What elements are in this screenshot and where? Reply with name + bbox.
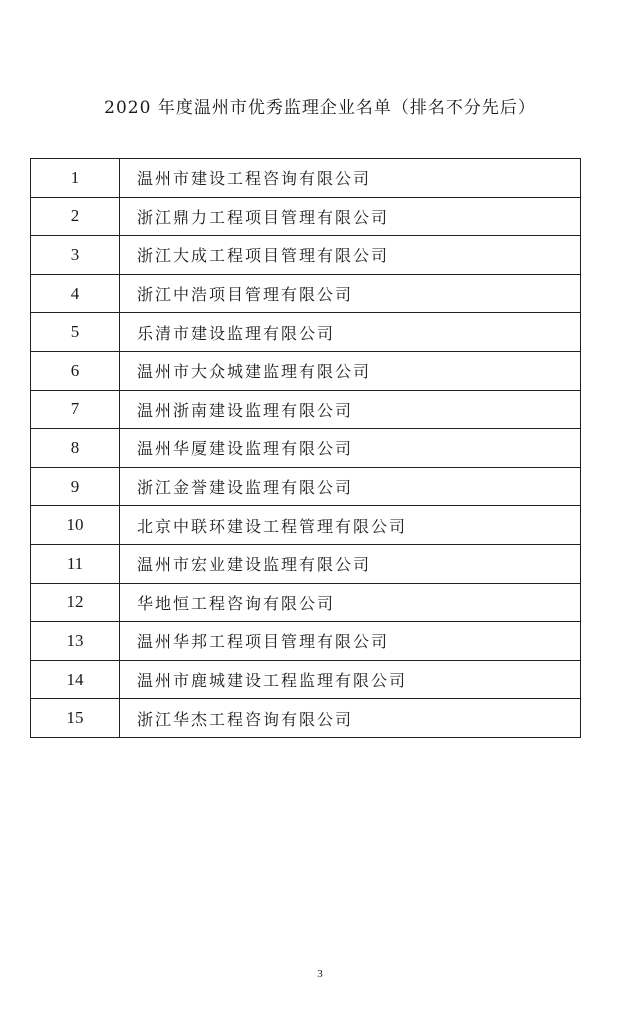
- table-row: [31, 583, 581, 622]
- table-row: [31, 467, 581, 506]
- table-row: [31, 313, 581, 352]
- table-row: [31, 274, 581, 313]
- table-row: [31, 429, 581, 468]
- page-number: 3: [317, 968, 323, 980]
- row-number: 5: [31, 313, 120, 352]
- company-list-table: [30, 158, 581, 738]
- row-number: 4: [31, 274, 120, 313]
- row-number: 7: [31, 390, 120, 429]
- company-name: 温州市大众城建监理有限公司: [120, 351, 581, 390]
- row-number: 10: [31, 506, 120, 545]
- company-name: 乐清市建设监理有限公司: [120, 313, 581, 352]
- row-number: 3: [31, 236, 120, 275]
- company-name: 浙江金誉建设监理有限公司: [120, 467, 581, 506]
- table-row: [31, 660, 581, 699]
- table-row: [31, 506, 581, 545]
- company-name: 温州浙南建设监理有限公司: [120, 390, 581, 429]
- row-number: 14: [31, 660, 120, 699]
- table-row: [31, 622, 581, 661]
- table-row: [31, 699, 581, 738]
- table-row: [31, 236, 581, 275]
- company-name: 浙江大成工程项目管理有限公司: [120, 236, 581, 275]
- row-number: 15: [31, 699, 120, 738]
- company-name: 华地恒工程咨询有限公司: [120, 583, 581, 622]
- company-name: 温州华邦工程项目管理有限公司: [120, 622, 581, 661]
- company-name: 浙江中浩项目管理有限公司: [120, 274, 581, 313]
- table-row: [31, 351, 581, 390]
- company-name: 浙江鼎力工程项目管理有限公司: [120, 197, 581, 236]
- company-name: 温州华厦建设监理有限公司: [120, 429, 581, 468]
- company-name: 浙江华杰工程咨询有限公司: [120, 699, 581, 738]
- company-name: 温州市建设工程咨询有限公司: [120, 159, 581, 198]
- row-number: 12: [31, 583, 120, 622]
- row-number: 6: [31, 351, 120, 390]
- company-name: 温州市宏业建设监理有限公司: [120, 544, 581, 583]
- row-number: 8: [31, 429, 120, 468]
- company-name: 北京中联环建设工程管理有限公司: [120, 506, 581, 545]
- table-row: [31, 159, 581, 198]
- document-title: 2020 年度温州市优秀监理企业名单（排名不分先后）: [104, 98, 536, 118]
- company-name: 温州市鹿城建设工程监理有限公司: [120, 660, 581, 699]
- row-number: 9: [31, 467, 120, 506]
- table-row: [31, 390, 581, 429]
- row-number: 1: [31, 159, 120, 198]
- table-row: [31, 544, 581, 583]
- table-row: [31, 197, 581, 236]
- row-number: 11: [31, 544, 120, 583]
- row-number: 2: [31, 197, 120, 236]
- row-number: 13: [31, 622, 120, 661]
